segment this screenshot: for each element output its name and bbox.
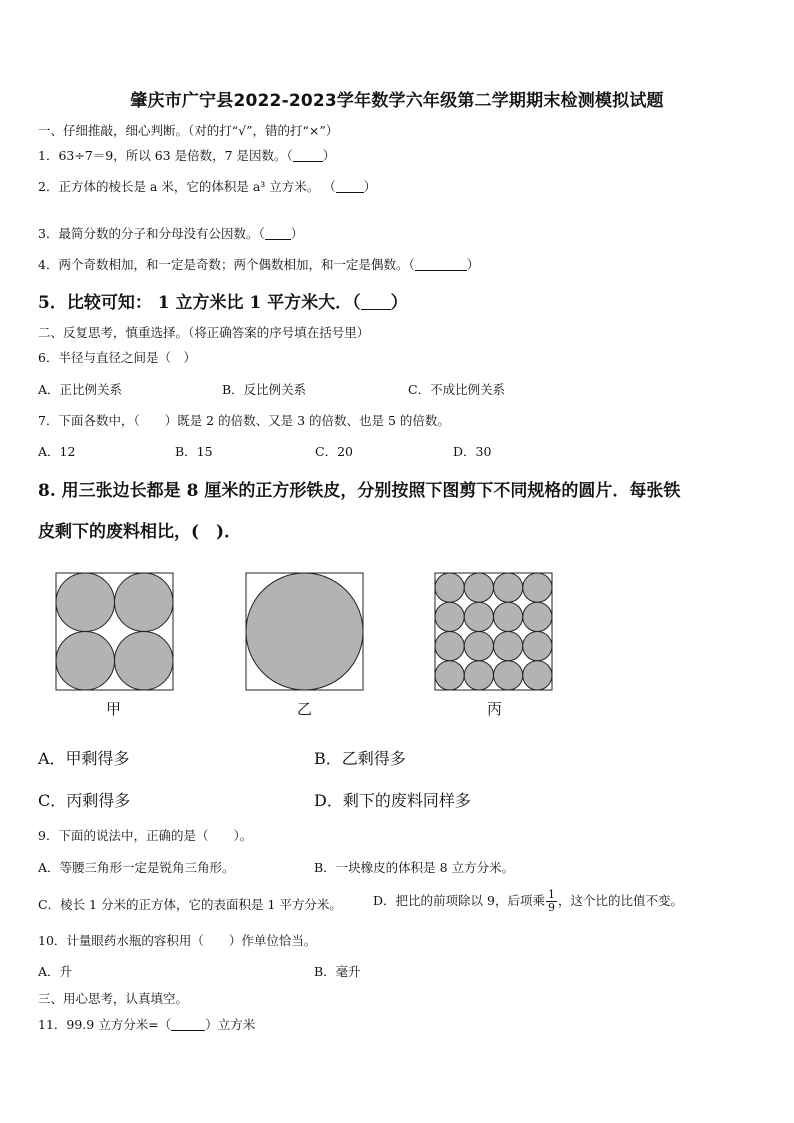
circle-piece (523, 632, 552, 661)
circle-piece (464, 602, 493, 631)
answer-blank[interactable] (171, 1018, 205, 1032)
question-4: 4．两个奇数相加，和一定是奇数；两个偶数相加，和一定是偶数。（ ） (38, 257, 480, 272)
circle-piece (523, 573, 552, 602)
option-b[interactable]: B．15 (175, 444, 213, 459)
question-5: 5．比较可知： 1 立方米比 1 平方米大．（ ） (38, 293, 408, 313)
question-8-line1: 8. 用三张边长都是 8 厘米的正方形铁皮，分别按照下图剪下不同规格的圆片．每张铁 (38, 481, 681, 501)
section-3-heading: 三、用心思考，认真填空。 (38, 991, 189, 1006)
figure-bing (435, 573, 552, 690)
question-3-text: 3．最简分数的分子和分母没有公因数。（ (38, 226, 265, 241)
option-a[interactable]: A．正比例关系 (38, 382, 123, 397)
answer-blank[interactable] (293, 149, 323, 163)
figure-label-bing: 丙 (487, 700, 503, 718)
option-a[interactable]: A．12 (38, 444, 76, 459)
question-3: 3．最简分数的分子和分母没有公因数。（ ） (38, 226, 304, 241)
circle-piece (435, 573, 464, 602)
option-b[interactable]: B．毫升 (314, 964, 361, 979)
option-d[interactable]: D．剩下的废料同样多 (314, 791, 471, 810)
circle-piece (435, 632, 464, 661)
question-1: 1．63÷7＝9，所以 63 是倍数，7 是因数。（ ） (38, 148, 336, 163)
circle-piece (435, 661, 464, 690)
answer-blank[interactable] (336, 180, 364, 194)
question-1-text: 1．63÷7＝9，所以 63 是倍数，7 是因数。（ (38, 148, 293, 163)
circle-piece (56, 632, 115, 691)
circle-piece (494, 632, 523, 661)
circle-piece (523, 661, 552, 690)
option-a[interactable]: A．等腰三角形一定是锐角三角形。 (38, 860, 235, 875)
question-5-text: 5．比较可知： 1 立方米比 1 平方米大．（ (38, 293, 361, 313)
option-c[interactable]: C．20 (315, 444, 353, 459)
option-c[interactable]: C．棱长 1 分米的正方体，它的表面积是 1 平方分米。 (38, 897, 342, 912)
circle-piece (464, 661, 493, 690)
option-b[interactable]: B．反比例关系 (222, 382, 307, 397)
circle-piece (464, 573, 493, 602)
question-10: 10．计量眼药水瓶的容积用（ ）作单位恰当。 (38, 933, 317, 948)
question-4-text: 4．两个奇数相加，和一定是奇数；两个偶数相加，和一定是偶数。（ (38, 257, 415, 272)
circle-piece (494, 573, 523, 602)
circle-piece (494, 602, 523, 631)
option-c[interactable]: C．不成比例关系 (408, 382, 506, 397)
question-2-text: 2．正方体的棱长是 a 米，它的体积是 a³ 立方米。 （ (38, 179, 336, 194)
section-2-heading: 二、反复思考，慎重选择。（将正确答案的序号填在括号里） (38, 325, 370, 340)
circle-piece (246, 573, 363, 690)
circle-piece (494, 661, 523, 690)
option-d[interactable]: D．把比的前项除以 9，后项乘 $\frac{1}{9}$ ，这个比的比值不变。 (373, 888, 683, 914)
figure-label-jia: 甲 (106, 700, 122, 718)
question-11: 11．99.9 立方分米=（ ）立方米 (38, 1017, 256, 1032)
option-c[interactable]: C．丙剩得多 (38, 791, 131, 810)
figure-label-yi: 乙 (297, 700, 313, 718)
figure-yi (246, 573, 363, 690)
answer-blank[interactable] (415, 258, 467, 272)
question-6: 6．半径与直径之间是（ ） (38, 350, 196, 365)
question-8-line2: 皮剩下的废料相比，( )． (38, 522, 242, 542)
question-9: 9．下面的说法中，正确的是（ ）。 (38, 828, 253, 843)
circle-piece (115, 632, 174, 691)
fraction: $\frac{1}{9}$ (547, 888, 555, 914)
circle-piece (56, 573, 115, 632)
circle-piece (523, 602, 552, 631)
section-1-heading: 一、仔细推敲，细心判断。（对的打“√”，错的打“×”） (38, 123, 339, 138)
answer-blank[interactable] (265, 227, 291, 241)
page-title: 肇庆市广宁县2022-2023学年数学六年级第二学期期末检测模拟试题 (130, 91, 664, 111)
answer-blank[interactable] (361, 292, 391, 310)
option-b[interactable]: B．一块橡皮的体积是 8 立方分米。 (314, 860, 515, 875)
question-7: 7．下面各数中，（ ）既是 2 的倍数、又是 3 的倍数、也是 5 的倍数。 (38, 413, 450, 428)
question-2: 2．正方体的棱长是 a 米，它的体积是 a³ 立方米。 （ ） (38, 179, 377, 194)
option-b[interactable]: B．乙剩得多 (314, 749, 406, 768)
figure-jia (56, 573, 173, 690)
option-a[interactable]: A．甲剩得多 (38, 749, 130, 768)
option-a[interactable]: A．升 (38, 964, 73, 979)
option-d[interactable]: D．30 (453, 444, 492, 459)
circle-piece (115, 573, 174, 632)
circle-piece (464, 632, 493, 661)
circle-piece (435, 602, 464, 631)
